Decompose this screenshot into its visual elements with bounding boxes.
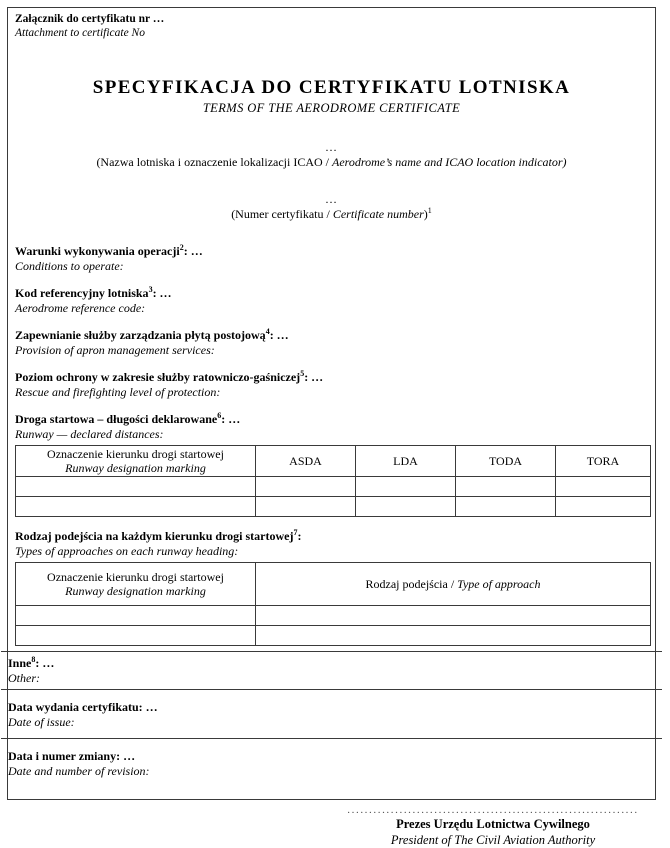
header-text-en: Runway designation marking [65, 461, 206, 475]
signature-title-pl: Prezes Urzędu Lotnictwa Cywilnego [396, 817, 590, 831]
section-revision [1, 738, 662, 848]
certificate-number-value: … [325, 192, 338, 206]
cell-runway-designation[interactable] [16, 626, 256, 646]
cell-runway-designation[interactable] [16, 497, 256, 517]
field-rescue-firefighting-level [15, 370, 648, 399]
field-label-en: Rescue and firefighting level of protection: [15, 384, 221, 399]
aerodrome-name-caption-en: Aerodrome’s name and ICAO location indicator) [332, 155, 567, 169]
field-label-pl-tail: : … [183, 244, 203, 258]
cell-runway-designation[interactable] [16, 477, 256, 497]
section-date-of-issue [1, 689, 662, 738]
signature-title-en: President of The Civil Aviation Authority [390, 833, 596, 847]
signature-block [338, 806, 648, 848]
cell-tora[interactable] [556, 497, 651, 517]
signature-dotted-line: ................................................................... [347, 804, 639, 816]
aerodrome-name-caption-pl: (Nazwa lotniska i oznaczenie lokalizacji ICAO / [96, 155, 333, 169]
field-label-pl: Data i numer zmiany: … [8, 749, 136, 763]
spacer [15, 399, 648, 412]
field-label-pl-tail: : … [152, 286, 172, 300]
field-label-pl-text: Poziom ochrony w zakresie służby ratowniczo-gaśniczej [15, 370, 301, 384]
table-header-asda: ASDA [256, 446, 356, 477]
attachment-header [8, 8, 655, 40]
cell-type-of-approach[interactable] [256, 606, 651, 626]
field-footnote-marker: 5 [300, 369, 305, 378]
table-header-runway-designation [16, 563, 256, 606]
field-label-pl [15, 286, 648, 301]
field-footnote-marker: 8 [31, 655, 36, 664]
certificate-number-block [8, 192, 655, 222]
field-label-en: Types of approaches on each runway heading: [15, 543, 239, 558]
header-text-pl: Oznaczenie kierunku drogi startowej [47, 446, 224, 461]
field-other [8, 652, 655, 689]
table-row[interactable] [16, 626, 651, 646]
aerodrome-name-caption [15, 155, 648, 170]
table-row[interactable] [16, 497, 651, 517]
table-header-type-of-approach [256, 563, 651, 606]
table-header-runway-designation [16, 446, 256, 477]
field-label-pl-tail: : [297, 529, 302, 543]
field-apron-management-services [15, 328, 648, 357]
certificate-page [7, 7, 656, 847]
field-label-pl-tail: : … [35, 656, 55, 670]
field-label-pl-text: Rodzaj podejścia na każdym kierunku drogi startowej [15, 529, 294, 543]
conditions-fields [8, 244, 655, 646]
cell-lda[interactable] [356, 497, 456, 517]
certificate-number-caption [15, 207, 648, 222]
field-label-en: Date of issue: [8, 714, 75, 729]
field-aerodrome-reference-code [15, 286, 648, 315]
field-label-pl-text: Droga startowa – długości deklarowane [15, 412, 218, 426]
field-label-en: Provision of apron management services: [15, 342, 215, 357]
header-text-en: Runway designation marking [65, 584, 206, 598]
header-text-en: Type of approach [457, 576, 541, 591]
field-footnote-marker: 6 [217, 411, 222, 420]
field-label-pl [8, 656, 655, 671]
spacer [15, 273, 648, 286]
field-footnote-marker: 3 [148, 285, 153, 294]
header-text-pl: Oznaczenie kierunku drogi startowej [47, 569, 224, 584]
field-label-pl-tail: : … [269, 328, 289, 342]
table-header-row [16, 446, 651, 477]
field-runway-declared-distances [15, 412, 648, 441]
field-label-pl [15, 244, 648, 259]
attachment-label-pl: Załącznik do certyfikatu nr … [15, 13, 165, 25]
cell-lda[interactable] [356, 477, 456, 497]
table-header-tora: TORA [556, 446, 651, 477]
cell-type-of-approach[interactable] [256, 626, 651, 646]
field-label-en: Other: [8, 670, 40, 685]
runway-distances-table [15, 445, 651, 517]
field-label-pl [15, 412, 648, 427]
certificate-number-caption-tail: ) [423, 207, 428, 221]
field-label-pl [15, 370, 648, 385]
field-label-en: Conditions to operate: [15, 258, 124, 273]
field-label-en: Runway — declared distances: [15, 426, 164, 441]
field-footnote-marker: 2 [179, 243, 184, 252]
table-header-toda: TODA [456, 446, 556, 477]
field-date-and-number-of-revision [8, 739, 655, 782]
field-conditions-to-operate [15, 244, 648, 273]
table-row[interactable] [16, 477, 651, 497]
field-label-pl-text: Warunki wykonywania operacji [15, 244, 180, 258]
field-label-pl-text: Inne [8, 656, 32, 670]
cell-runway-designation[interactable] [16, 606, 256, 626]
table-row[interactable] [16, 606, 651, 626]
attachment-label-en: Attachment to certificate No [15, 27, 145, 39]
field-footnote-marker: 4 [265, 327, 270, 336]
cell-toda[interactable] [456, 477, 556, 497]
cell-toda[interactable] [456, 497, 556, 517]
header-text-pl: Rodzaj podejścia / [365, 576, 458, 591]
aerodrome-name-value: … [325, 140, 338, 154]
certificate-number-footnote-marker: 1 [427, 206, 432, 215]
section-other [1, 651, 662, 689]
field-label-en: Aerodrome reference code: [15, 300, 146, 315]
certificate-number-caption-en: Certificate number [332, 207, 424, 221]
field-label-pl-text: Kod referencyjny lotniska [15, 286, 149, 300]
approaches-table [15, 562, 651, 646]
cell-asda[interactable] [256, 497, 356, 517]
document-title-block [8, 77, 655, 116]
spacer [15, 357, 648, 370]
table-header-row [16, 563, 651, 606]
table-header-lda: LDA [356, 446, 456, 477]
spacer [15, 517, 648, 529]
field-label-pl-text: Zapewnianie służby zarządzania płytą postojową [15, 328, 266, 342]
spacer [15, 315, 648, 328]
field-label-pl [15, 328, 648, 343]
aerodrome-name-block [8, 140, 655, 170]
field-label-pl [15, 529, 648, 544]
field-date-of-issue [8, 690, 655, 738]
cell-asda[interactable] [256, 477, 356, 497]
page-subtitle: TERMS OF THE AERODROME CERTIFICATE [202, 101, 461, 115]
field-label-pl: Data wydania certyfikatu: … [8, 700, 158, 714]
field-label-pl-tail: : … [221, 412, 241, 426]
page-title: SPECYFIKACJA DO CERTYFIKATU LOTNISKA [92, 77, 571, 98]
field-footnote-marker: 7 [293, 528, 298, 537]
certificate-number-caption-pl: (Numer certyfikatu / [231, 207, 333, 221]
cell-tora[interactable] [556, 477, 651, 497]
field-types-of-approaches [15, 529, 648, 558]
field-label-en: Date and number of revision: [8, 763, 150, 778]
field-label-pl-tail: : … [304, 370, 324, 384]
